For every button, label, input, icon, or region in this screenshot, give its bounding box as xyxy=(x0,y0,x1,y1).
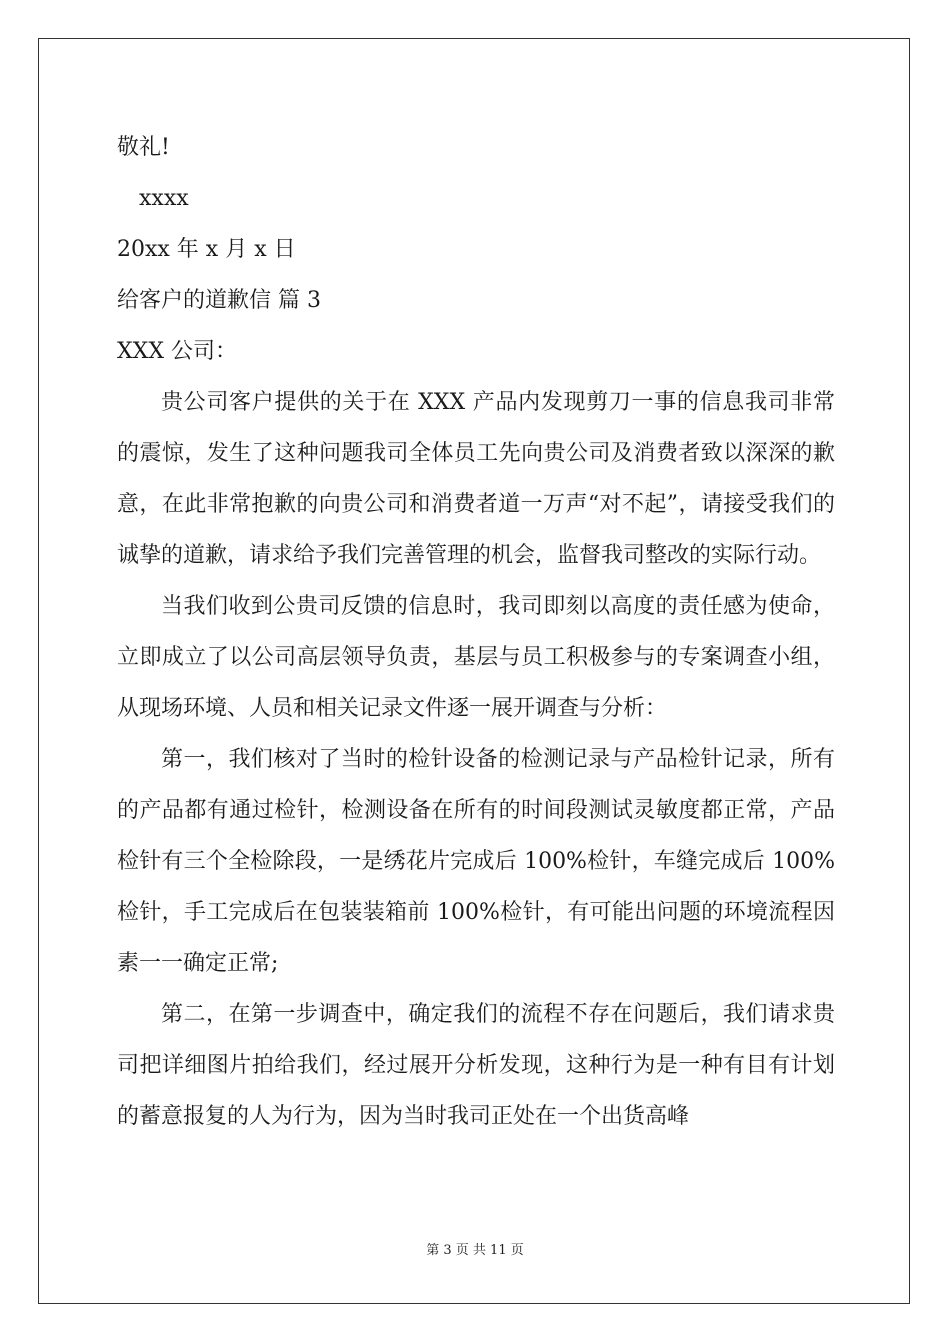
body-paragraph: 第二，在第一步调查中，确定我们的流程不存在问题后，我们请求贵司把详细图片拍给我们，经过展开分析发现，这种行为是一种有目有计划的蓄意报复的人为行为，因为当时我司正处在一个出货高峰 xyxy=(117,1002,835,1129)
letter-signature: xxxx xyxy=(139,186,189,211)
page-number-footer: 第 3 页 共 11 页 xyxy=(426,1243,524,1258)
letter-salutation: XXX 公司： xyxy=(117,339,237,364)
body-paragraph: 当我们收到公贵司反馈的信息时，我司即刻以高度的责任感为使命，立即成立了以公司高层领导负责，基层与员工积极参与的专案调查小组，从现场环境、人员和相关记录文件逐一展开调查与分析： xyxy=(117,594,835,721)
document-body xyxy=(117,122,835,1142)
body-paragraph: 第一，我们核对了当时的检针设备的检测记录与产品检针记录，所有的产品都有通过检针，检测设备在所有的时间段测试灵敏度都正常，产品检针有三个全检除段，一是绣花片完成后 100%检针，车缝完成后 100%检针，手工完成后在包装装箱前 100%检针，有可能出问题的环境流程因素一一确定正常; xyxy=(117,747,835,976)
letter-date: 20xx 年 x 月 x 日 xyxy=(117,237,296,262)
letter-closing: 敬礼! xyxy=(117,135,170,160)
section-title: 给客户的道歉信 篇 3 xyxy=(117,288,321,313)
body-paragraph: 贵公司客户提供的关于在 XXX 产品内发现剪刀一事的信息我司非常的震惊，发生了这种问题我司全体员工先向贵公司及消费者致以深深的歉意，在此非常抱歉的向贵公司和消费者道一万声“对不起”，请接受我们的诚挚的道歉，请求给予我们完善管理的机会，监督我司整改的实际行动。 xyxy=(117,390,835,568)
